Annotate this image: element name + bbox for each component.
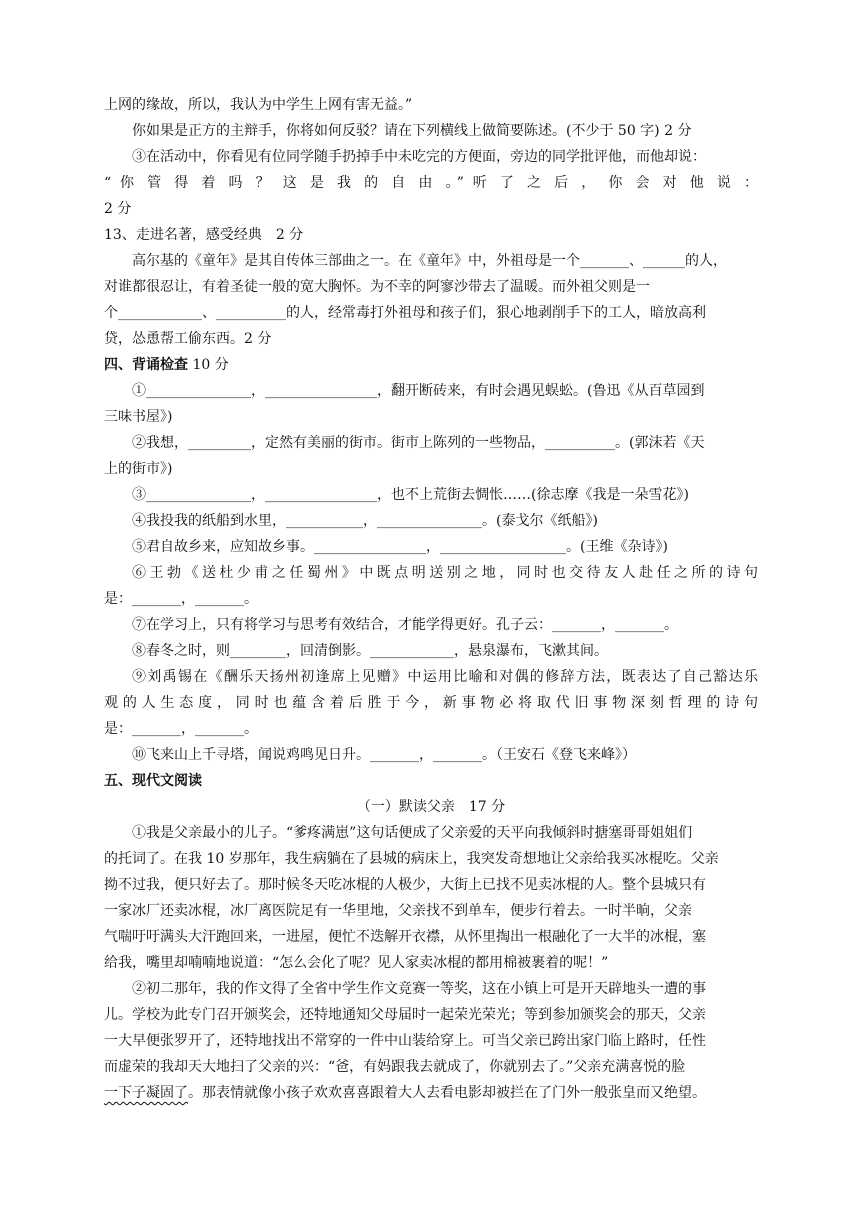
text-line: 气喘吁吁满头大汗跑回来，一进屋，便忙不迭解开衣襟，从怀里掏出一根融化了一大半的冰棍，塞 [104,929,706,945]
text-line: 一大早便张罗开了，还特地找出不常穿的一件中山装给穿上。可当父亲已跨出家门临上路时，任性 [104,1033,706,1049]
text-line: 三味书屋》) [104,409,173,425]
text-line: ①我是父亲最小的儿子。“爹疼满崽”这句话便成了父亲爱的天平向我倾斜时搪塞哥哥姐姐们 [132,825,693,841]
text-line: 贷，怂恿帮工偷东西。2 分 [104,331,272,347]
text-line: ⑨刘禹锡在《酬乐天扬州初逢席上见赠》中运用比喻和对偶的修辞方法，既表达了自己豁达乐 [132,669,758,685]
wavy-underlined-phrase: 一下子凝固了 [104,1085,188,1101]
section-heading [104,768,202,794]
text-line: ④我投我的纸船到水里，___________，_______________。(泰戈尔《纸船》) [132,513,598,529]
text-line: ⑦在学习上，只有将学习与思考有效结合，才能学得更好。孔子云：_______，_______。 [132,617,678,633]
section-title: 五、现代文阅读 [104,773,202,789]
text-line: 拗不过我，便只好去了。那时候冬天吃冰棍的人极少，大街上已找不见卖冰棍的人。整个县城只有 [104,877,706,893]
text-line: 观 的 人 生 态 度 ， 同 时 也 蕴 含 着 后 胜 于 今 ， 新 事 物 必 将 取 代 旧 事 物 深 刻 哲 理 的 诗 句 [104,695,758,711]
text-line: 上网的缘故，所以，我认为中学生上网有害无益。” [104,97,413,113]
text-line: ⑩飞来山上千寻塔，闻说鸡鸣见日升。_______，_______。（王安石《登飞来峰》） [132,747,636,763]
text-line: 儿。学校为此专门召开颁奖会，还特地通知父母届时一起荣光荣光；等到参加颁奖会的那天，父亲 [104,1007,706,1023]
text-line: 的托词了。在我 10 岁那年，我生病躺在了县城的病床上，我突发奇想地让父亲给我买冰棍吃。父亲 [104,851,719,867]
text-line-rest: 。那表情就像小孩子欢欢喜喜跟着大人去看电影却被拦在了门外一般张皇而又绝望。 [188,1085,706,1101]
text-line: ①_______________，________________，翻开断砖来，有时会遇见蜈蚣。(鲁迅《从百草园到 [132,383,705,399]
text-line: ③在活动中，你看见有位同学随手扔掉手中未吃完的方便面，旁边的同学批评他，而他却说： [132,149,706,165]
text-line: 是：_______，_______。 [104,721,258,737]
text-line: ②初二那年，我的作文得了全省中学生作文竞赛一等奖，这在小镇上可是开天辟地头一遭的事 [132,981,706,997]
text-line: 一家冰厂还卖冰棍，冰厂离医院足有一华里地，父亲找不到单车，便步行着去。一时半晌，父亲 [104,903,692,919]
text-line: 而虚荣的我却天大地扫了父亲的兴：“爸，有妈跟我去就成了，你就别去了。”父亲充满喜悦的脸 [104,1059,686,1075]
text-line: ⑥王勃《送杜少甫之任蜀州》中既点明送别之地，同时也交待友人赴任之所的诗句 [132,565,758,581]
question-heading: 13、走进名著，感受经典 2 分 [104,227,304,243]
text-line: 个____________、__________的人，经常毒打外祖母和孩子们，狠心地剥削手下的工人，暗放高利 [104,305,706,321]
text-line: 对谁都很忍让，有着圣徒一般的宽大胸怀。为不幸的阿寥沙带去了温暖。而外祖父则是一 [104,279,650,295]
text-line: 2 分 [104,201,132,217]
text-line: 是：_______，_______。 [104,591,258,607]
section-heading [104,352,229,378]
passage-title: （一）默读父亲 17 分 [356,799,506,815]
text-line: ②我想，_________，定然有美丽的街市。街市上陈列的一些物品，__________。(郭沫若《天 [132,435,705,451]
section-score: 10 分 [188,357,229,373]
text-line: 你如果是正方的主辩手，你将如何反驳？请在下列横线上做简要陈述。(不少于 50 字) 2 分 [132,123,692,139]
text-line: 高尔基的《童年》是其自传体三部曲之一。在《童年》中，外祖母是一个_______、______的人， [132,253,727,269]
text-line: ⑧春冬之时，则________，回清倒影。____________，悬泉瀑布，飞漱其间。 [132,643,608,659]
text-line: ③_______________，________________，也不上荒街去惆怅……(徐志摩《我是一朵雪花》) [132,487,689,503]
text-line: “ 你 管 得 着 吗 ？ 这 是 我 的 自 由 。” 听 了 之 后 ， 你 会 对 他 说 ： [104,175,758,191]
text-line [104,1080,706,1106]
section-title: 四、背诵检查 [104,357,188,373]
text-line: 上的街市》) [104,461,173,477]
text-line: ⑤君自故乡来，应知故乡事。________________，__________________。(王维《杂诗》) [132,539,668,555]
text-line: 给我，嘴里却喃喃地说道：“怎么会化了呢？见人家卖冰棍的都用棉被裹着的呢！” [104,955,609,971]
